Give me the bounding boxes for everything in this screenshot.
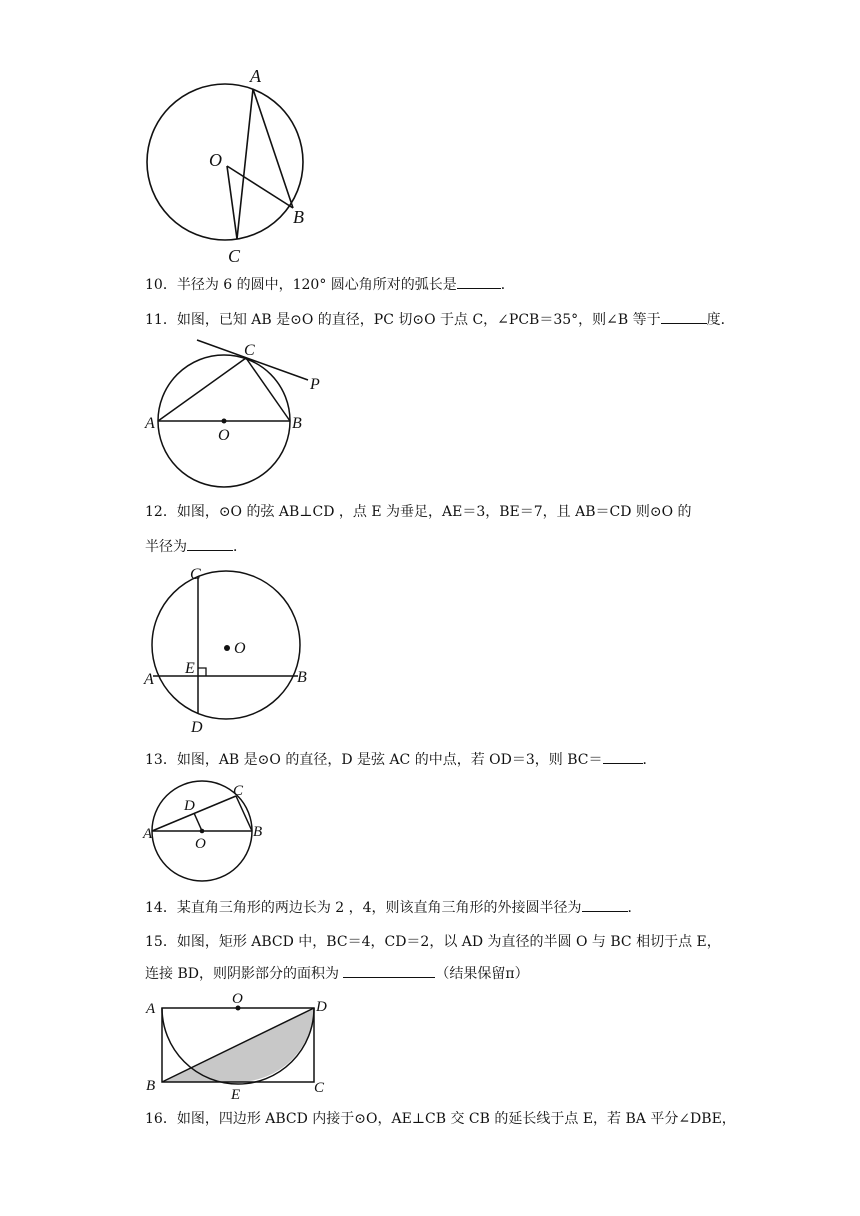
question-15-line2: 连接 BD，则阴影部分的面积为 [145,966,339,982]
question-10 [145,274,515,295]
label-d: D [191,719,203,736]
question-13 [145,749,657,770]
center-dot [200,829,205,834]
label-e: E [231,1087,241,1102]
circle-o [147,84,303,240]
question-12-tail: ． [233,539,247,555]
segment-oc [227,166,237,239]
question-14-tail: ． [627,900,642,916]
right-angle-mark [198,668,206,676]
segment-cb [246,358,290,421]
question-10-tail: ． [500,277,515,293]
label-a: A [145,415,155,432]
label-b: B [293,207,304,227]
question-11-text: 11．如图，已知 AB 是⊙O 的直径，PC 切⊙O 于点 C，∠PCB＝35°，则∠B 等于 [145,312,661,328]
label-c: C [233,783,244,799]
label-b: B [146,1078,156,1094]
label-o: O [232,991,243,1007]
label-c: C [190,566,201,583]
figure-q11 [140,336,340,496]
label-c: C [244,342,255,359]
label-o: O [234,640,246,657]
answer-blank-13[interactable] [603,749,643,764]
segment-ac [237,89,253,239]
question-12-cont [145,536,247,557]
label-e: E [185,660,195,677]
label-c: C [228,246,241,266]
question-13-text: 13．如图，AB 是⊙O 的直径，D 是弦 AC 的中点，若 OD＝3，则 BC＝ [145,752,603,768]
figure-q13 [140,776,270,886]
segment-od [194,813,202,831]
answer-blank-12[interactable] [187,536,233,551]
question-12 [145,502,692,522]
question-10-text: 10．半径为 6 的圆中，120° 圆心角所对的弧长是 [145,277,457,293]
label-a: A [250,66,261,86]
question-13-tail: ． [642,752,657,768]
label-b: B [297,669,307,686]
label-a: A [143,826,153,842]
question-16-text: 16．如图，四边形 ABCD 内接于⊙O，AE⊥CB 交 CB 的延长线于点 E，若 BA 平分∠DBE， [145,1111,736,1127]
question-14 [145,897,642,918]
figure-q15 [140,988,350,1102]
question-15 [145,932,721,952]
question-11-tail: 度． [706,312,735,328]
label-a: A [144,671,154,688]
question-12-line2: 半径为 [145,539,187,555]
label-c: C [314,1080,325,1096]
answer-blank-14[interactable] [582,897,628,912]
segment-ob [227,166,293,208]
question-15-tail: （结果保留π） [435,966,529,982]
label-b: B [292,415,302,432]
label-b: B [253,824,263,840]
center-dot [224,645,230,651]
label-d: D [316,999,327,1015]
label-o: O [218,427,230,444]
label-a: A [146,1001,156,1017]
question-15-cont [145,963,529,984]
answer-blank-15[interactable] [343,963,435,978]
answer-blank-10[interactable] [457,274,501,289]
question-14-text: 14．某直角三角形的两边长为 2 ，4，则该直角三角形的外接圆半径为 [145,900,582,916]
question-11 [145,309,735,330]
figure-q12 [140,562,320,736]
label-p: P [310,376,320,393]
question-15-line1: 15．如图，矩形 ABCD 中，BC＝4，CD＝2，以 AD 为直径的半圆 O 与 BC 相切于点 E， [145,934,721,950]
label-o: O [195,836,206,852]
question-16 [145,1109,736,1129]
segment-ab [253,89,293,208]
answer-blank-11[interactable] [661,309,707,324]
figure-q9 [140,66,320,266]
segment-ac [158,358,246,421]
label-d: D [184,798,195,814]
label-o: O [209,150,222,170]
circle-o [152,571,300,719]
question-12-line1: 12．如图，⊙O 的弦 AB⊥CD ，点 E 为垂足，AE＝3，BE＝7，且 AB＝CD 则⊙O 的 [145,504,692,520]
center-dot [222,419,227,424]
